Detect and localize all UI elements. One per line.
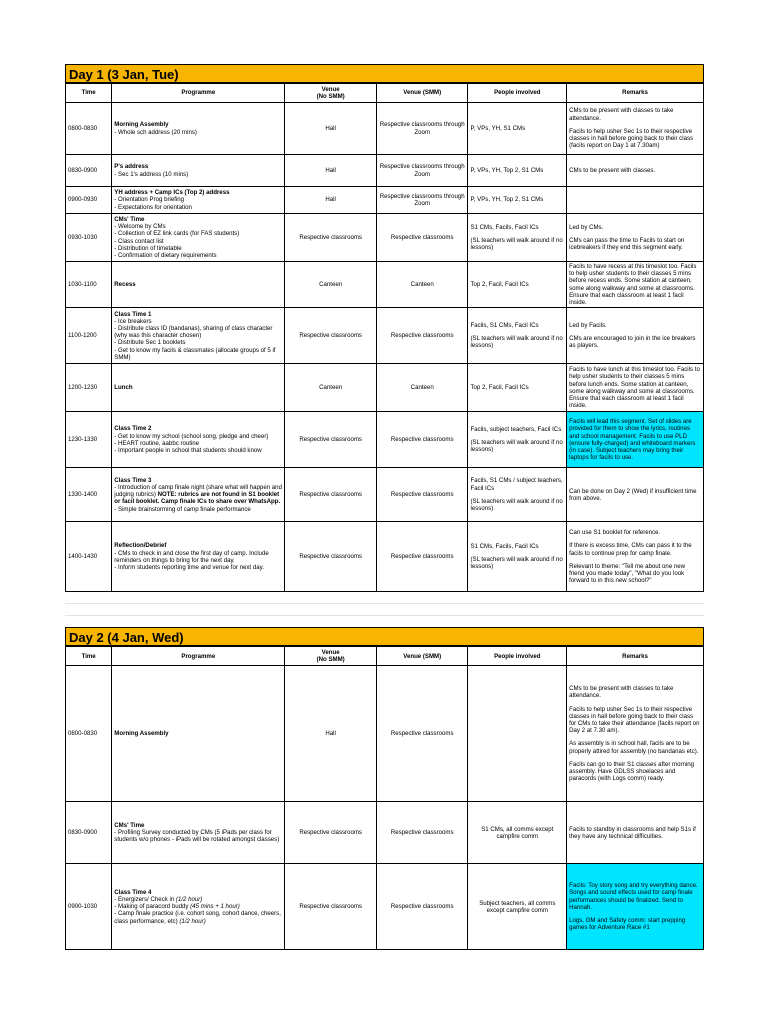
table-row (66, 522, 704, 592)
time-cell: 0930-1030 (66, 214, 112, 262)
programme-detail: - CMs to check in and close the first day of camp. Include reminders on things to bring for the next day. (114, 549, 269, 564)
venue-smm-header: Venue (SMM) (376, 647, 468, 666)
venue-no-smm-cell: Respective classrooms (285, 522, 377, 592)
programme-detail: - Expectations for orientation (114, 203, 192, 211)
day1-table (65, 83, 704, 592)
programme-cell (112, 412, 285, 468)
remarks-cell (567, 187, 704, 214)
programme-title: Class Time 2 (114, 425, 152, 433)
venue-smm-header: Venue (SMM) (376, 84, 468, 103)
remarks-text: Can use S1 booklet for reference. (569, 529, 661, 537)
venue-no-smm-header-line: (No SMM) (316, 93, 345, 100)
programme-detail-text: - Camp finale practice (i.e. cohort song, cohort dance, cheers, class performance, etc) (114, 910, 281, 925)
table-row (66, 864, 704, 950)
programme-cell (112, 262, 285, 308)
remarks-text: Relevant to theme: "Tell me about one new friend you made today", "What do you look forward to in this new school?" (569, 562, 686, 585)
people-cell (468, 864, 567, 950)
venue-no-smm-cell: Hall (285, 187, 377, 214)
remarks-text: Facils to standby in classrooms and help S1s if they have any technical difficulties. (569, 825, 696, 840)
programme-detail: - Whole sch address (20 mins) (114, 128, 197, 136)
remarks-text: Facils can go to their S1 classes after morning assembly. Have GDLSS shoelaces and paracords (with Logs comm) ready. (569, 760, 695, 783)
programme-cell (112, 308, 285, 364)
programme-title: Class Time 4 (114, 888, 152, 896)
remarks-cell (567, 522, 704, 592)
remarks-cell (567, 214, 704, 262)
venue-no-smm-header-line: Venue (321, 85, 340, 93)
remarks-text: Facils to help usher Sec 1s to their respective classes in hall before going back to their class for CMs to take their attendance (facils report on Day 2 at 7.30 am). (569, 705, 700, 735)
venue-smm-cell: Respective classrooms (376, 864, 468, 950)
programme-detail (114, 896, 282, 903)
spreadsheet (65, 64, 704, 950)
remarks-cell (567, 155, 704, 187)
remarks-cell (567, 666, 704, 802)
time-header: Time (66, 84, 112, 103)
header-row (66, 84, 704, 103)
table-row (66, 262, 704, 308)
programme-detail: - Simple brainstorming of camp finale performance (114, 505, 251, 513)
programme-cell (112, 802, 285, 864)
venue-smm-cell: Respective classrooms (376, 522, 468, 592)
people-text: S1 CMs, Facils, Facil ICs (470, 223, 539, 231)
venue-no-smm-header-line: (No SMM) (316, 656, 345, 664)
people-text: P, VPs, YH, Top 2, S1 CMs (470, 196, 544, 204)
venue-smm-cell: Respective classrooms (376, 214, 468, 262)
programme-cell (112, 103, 285, 155)
programme-detail (114, 903, 282, 910)
people-cell (468, 364, 567, 412)
remarks-text: Facils: Toy story song and try everything dance. Songs and sound effects used for camp finale performances should be finalized. Send to Hannah. (569, 882, 698, 911)
table-row (66, 802, 704, 864)
venue-smm-cell: Respective classrooms (376, 412, 468, 468)
programme-detail: - Important people in school that students should know (114, 446, 262, 454)
venue-smm-cell: Respective classrooms through Zoom (376, 187, 468, 214)
remarks-cell (567, 308, 704, 364)
remarks-cell (567, 802, 704, 864)
venue-no-smm-cell: Respective classrooms (285, 468, 377, 522)
venue-smm-cell: Respective classrooms (376, 468, 468, 522)
spacer-rows (65, 592, 704, 627)
table-row (66, 308, 704, 364)
venue-no-smm-cell: Hall (285, 666, 377, 802)
people-text: (SL teachers will walk around if no lessons) (470, 335, 563, 350)
remarks-text: Can be done on Day 2 (Wed) if insufficient time from above. (569, 487, 697, 502)
people-cell (468, 214, 567, 262)
venue-smm-cell: Respective classrooms (376, 308, 468, 364)
time-cell: 0830-0900 (66, 802, 112, 864)
programme-cell (112, 214, 285, 262)
remarks-text: Facils will lead this segment. Set of slides are provided for them to show the lyrics, routines and school management. Facils to use PLD (ensure fully-charged) and whiteboard markers (in case). Subject teachers may bring their laptops for facils to use. (569, 418, 696, 462)
people-cell (468, 522, 567, 592)
people-cell (468, 468, 567, 522)
table-row (66, 468, 704, 522)
day2-title (65, 627, 704, 646)
people-cell (468, 412, 567, 468)
people-text: Subject teachers, all comms except campfire comm (479, 899, 556, 914)
people-header: People involved (468, 84, 567, 103)
venue-no-smm-cell: Respective classrooms (285, 802, 377, 864)
programme-header: Programme (112, 84, 285, 103)
people-text: P, VPs, YH, Top 2, S1 CMs (470, 166, 544, 174)
time-cell: 1400-1430 (66, 522, 112, 592)
venue-no-smm-cell: Respective classrooms (285, 864, 377, 950)
header-row (66, 647, 704, 666)
venue-no-smm-header (285, 84, 377, 103)
venue-no-smm-cell: Hall (285, 155, 377, 187)
programme-detail: - Distribute Sec 1 booklets (114, 339, 186, 347)
remarks-text: CMs to be present with classes to take attendance. (569, 107, 674, 122)
programme-title: Class Time 1 (114, 310, 152, 318)
day2-table (65, 646, 704, 950)
programme-duration: (1/2 hour) (175, 895, 203, 903)
remarks-text: Facils to help usher Sec 1s to their respective classes in hall before going back to their class (facils report on Day 1 at 7.30am) (569, 127, 694, 150)
people-text: (SL teachers will walk around if no lessons) (470, 556, 563, 571)
programme-detail: - Confirmation of dietary requirements (114, 251, 217, 259)
programme-detail: - Distribution of timetable (114, 244, 182, 252)
programme-cell (112, 522, 285, 592)
people-text: P, VPs, YH, S1 CMs (470, 124, 526, 132)
programme-detail: - Get to know my school (school song, pledge and cheer) (114, 432, 269, 440)
table-row (66, 155, 704, 187)
remarks-cell (567, 364, 704, 412)
programme-title: P's address (114, 163, 149, 171)
table-row (66, 103, 704, 155)
remarks-cell (567, 864, 704, 950)
remarks-text: Facils to have recess at this timeslot too. Facils to help usher students to their classes 5 mins before recess ends. Some station at canteen, some along walkway and some at classrooms. Ensure that each classroom at least 1 facil inside. (569, 263, 697, 307)
remarks-cell (567, 103, 704, 155)
people-text: S1 CMs, Facils, Facil ICs (470, 542, 539, 550)
people-text: Facils, S1 CMs, Facil ICs (470, 321, 539, 329)
venue-no-smm-cell: Canteen (285, 262, 377, 308)
people-text: Facils, subject teachers, Facil ICs (470, 425, 562, 433)
time-cell: 1230-1330 (66, 412, 112, 468)
remarks-header: Remarks (567, 84, 704, 103)
programme-title: CMs' Time (114, 215, 145, 223)
programme-cell (112, 364, 285, 412)
venue-smm-cell: Canteen (376, 262, 468, 308)
programme-detail: - Get to know my facils & classmates (allocate groups of 5 if SMM) (114, 346, 276, 361)
table-row (66, 666, 704, 802)
remarks-cell (567, 262, 704, 308)
programme-header: Programme (112, 647, 285, 666)
programme-duration: (1/2 hour) (179, 917, 206, 925)
programme-detail: - Orientation Prog briefing (114, 196, 185, 204)
programme-title: Morning Assembly (114, 730, 169, 738)
people-cell (468, 187, 567, 214)
programme-cell (112, 187, 285, 214)
programme-detail: - Inform students reporting time and venue for next day. (114, 563, 264, 571)
venue-smm-cell: Respective classrooms (376, 802, 468, 864)
time-header: Time (66, 647, 112, 666)
people-text: Top 2, Facil, Facil ICs (470, 281, 529, 288)
people-cell (468, 155, 567, 187)
programme-detail: - Profiling Survey conducted by CMs (5 iPads per class for students w/o phones - iPads will be rotated amongst classes) (114, 829, 280, 844)
venue-smm-cell: Respective classrooms through Zoom (376, 103, 468, 155)
venue-no-smm-header-line: Venue (321, 649, 340, 657)
venue-smm-cell: Respective classrooms through Zoom (376, 155, 468, 187)
programme-detail-text: - Energizers/ Check in (114, 895, 176, 903)
time-cell: 0900-0930 (66, 187, 112, 214)
programme-title: YH address + Camp ICs (Top 2) address (114, 189, 230, 197)
table-row (66, 214, 704, 262)
time-cell: 1200-1230 (66, 364, 112, 412)
programme-detail: - Welcome by CMs (114, 223, 166, 231)
programme-cell (112, 864, 285, 950)
remarks-text: CMs can pass the time to Facils to start on icebreakers if they end this segment early. (569, 236, 685, 252)
people-text: Facils, S1 CMs / subject teachers, Facil ICs (470, 477, 563, 492)
programme-detail (114, 484, 282, 506)
people-text: (SL teachers will walk around if no lessons) (470, 236, 563, 252)
venue-no-smm-cell: Hall (285, 103, 377, 155)
people-cell (468, 103, 567, 155)
remarks-text: Facils to have lunch at this timeslot too. Facils to help usher students to their classes 5 mins before lunch ends. Some station at canteen, some along walkway and some at classrooms. Ensure that each classroom at least 1 facil inside. (569, 366, 700, 410)
remarks-text: CMs to be present with classes to take attendance. (569, 685, 674, 700)
remarks-text: Led by Facils. (569, 321, 607, 329)
people-cell (468, 262, 567, 308)
table-row (66, 364, 704, 412)
time-cell: 0830-0900 (66, 155, 112, 187)
day1-title (65, 64, 704, 83)
programme-duration: (45 mins + 1 hour) (190, 903, 240, 911)
time-cell: 0800-0830 (66, 103, 112, 155)
programme-cell (112, 155, 285, 187)
remarks-text: CMs to be present with classes. (569, 166, 656, 174)
programme-title: Reflection/Debrief (114, 542, 167, 550)
people-cell (468, 802, 567, 864)
remarks-text: As assembly is in school hall, facils are to be properly attired for assembly (no bandanas etc). (569, 740, 699, 755)
remarks-text: Logs, GM and Safety comm: start prepping games for Adventure Race #1 (569, 916, 686, 932)
venue-smm-cell: Canteen (376, 364, 468, 412)
programme-detail: - Collection of EZ link cards (for FAS students) (114, 230, 240, 238)
programme-title: CMs' Time (114, 821, 145, 829)
programme-detail: - Ice breakers (114, 317, 152, 325)
programme-cell (112, 468, 285, 522)
table-row (66, 187, 704, 214)
programme-title: Class Time 3 (114, 476, 152, 484)
programme-note: NOTE: rubrics are not found in S1 booklet or facil booklet. Camp finale ICs to share over WhatsApp. (114, 491, 281, 506)
people-text: (SL teachers will walk around if no lessons) (470, 439, 563, 454)
remarks-text: Led by CMs. (569, 223, 604, 231)
programme-detail: - Distribute class ID (bandanas), sharing of class character (why was this character chosen) (114, 324, 273, 340)
remarks-header: Remarks (567, 647, 704, 666)
programme-detail: - HEART routine, aabbc routine (114, 439, 200, 447)
venue-no-smm-cell: Respective classrooms (285, 308, 377, 364)
venue-no-smm-cell: Canteen (285, 364, 377, 412)
time-cell: 1330-1400 (66, 468, 112, 522)
time-cell: 0900-1030 (66, 864, 112, 950)
programme-detail: - Class contact list (114, 237, 164, 245)
people-cell (468, 308, 567, 364)
remarks-text: CMs are encouraged to join in the ice breakers as players. (569, 335, 696, 350)
programme-detail (114, 910, 282, 924)
programme-title: Recess (114, 281, 136, 288)
day2-title-text: Day 2 (4 Jan, Wed) (69, 630, 184, 646)
people-cell (468, 666, 567, 802)
programme-detail: - Sec 1's address (10 mins) (114, 170, 189, 178)
time-cell: 0800-0830 (66, 666, 112, 802)
venue-no-smm-header (285, 647, 377, 666)
people-text: Top 2, Facil, Facil ICs (470, 384, 529, 392)
people-text: S1 CMs, all comms except campfire comm (481, 825, 554, 840)
time-cell: 1100-1200 (66, 308, 112, 364)
venue-no-smm-cell: Respective classrooms (285, 412, 377, 468)
programme-title: Morning Assembly (114, 121, 169, 129)
remarks-cell (567, 468, 704, 522)
programme-cell (112, 666, 285, 802)
time-cell: 1030-1100 (66, 262, 112, 308)
table-row (66, 412, 704, 468)
remarks-cell (567, 412, 704, 468)
programme-detail-text: - Introduction of camp finale night (share what will happen and judging rubrics) (114, 483, 282, 499)
programme-title: Lunch (114, 384, 133, 392)
remarks-text: If there is excess time, CMs can pass it to the facils to continue prep for camp finale. (569, 542, 692, 557)
venue-smm-cell: Respective classrooms (376, 666, 468, 802)
people-header: People involved (468, 647, 567, 666)
programme-detail-text: - Making of paracord buddy (114, 903, 191, 911)
venue-no-smm-cell: Respective classrooms (285, 214, 377, 262)
day1-title-text: Day 1 (3 Jan, Tue) (69, 67, 179, 82)
people-text: (SL teachers will walk around if no lessons) (470, 497, 563, 512)
